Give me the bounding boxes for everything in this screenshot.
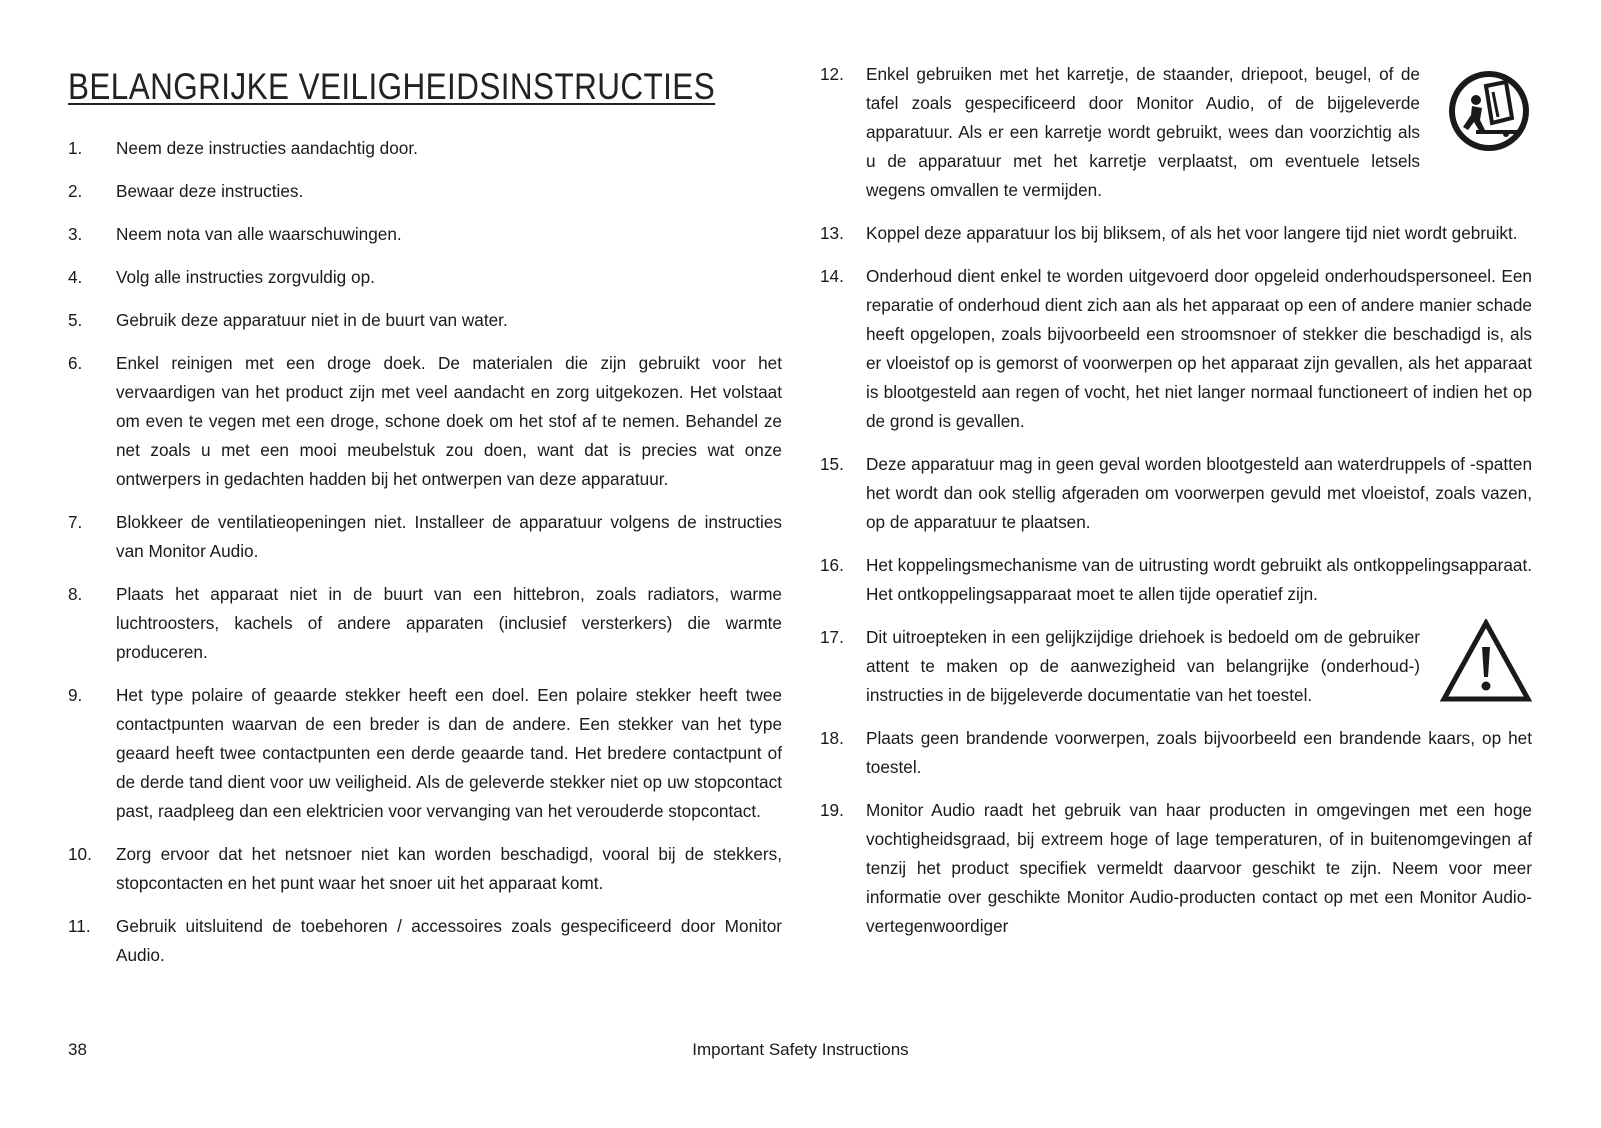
item-number: 3. [68, 224, 83, 244]
page-title: BELANGRIJKE VEILIGHEIDSINSTRUCTIES [68, 66, 716, 107]
item-text: Gebruik deze apparatuur niet in de buurt van water. [116, 310, 508, 330]
list-item [68, 220, 782, 249]
item-number: 6. [68, 353, 83, 373]
item-text: Het type polaire of geaarde stekker heeft een doel. Een polaire stekker heeft twee contactpunten waarvan de een breder is dan de andere. Een stekker van het type geaard heeft twee contactpunten een derde geaarde tand. Het bredere contactpunt of de derde tand dient voor uw veiligheid. Als de geleverde stekker niet op uw stopcontact past, raadpleeg dan een elektricien voor vervanging van het verouderde stopcontact. [116, 685, 782, 821]
item-text: Monitor Audio raadt het gebruik van haar producten in omgevingen met een hoge vochtigheidsgraad, bij extreem hoge of lage temperaturen, of in buitenomgevingen af tenzij het product specifiek vermeldt daarvoor geschikt te zijn. Neem voor meer informatie over geschikte Monitor Audio-producten contact op met een Monitor Audio-vertegenwoordiger [866, 800, 1532, 936]
item-number: 14. [820, 266, 844, 286]
list-item [68, 263, 782, 292]
item-text: Plaats het apparaat niet in de buurt van een hittebron, zoals radiators, warme luchtroosters, kachels of andere apparaten (inclusief versterkers) die warmte produceren. [116, 584, 782, 662]
instruction-list-right [820, 60, 1532, 941]
list-item [820, 450, 1532, 537]
list-item [68, 580, 782, 667]
item-text: Volg alle instructies zorgvuldig op. [116, 267, 375, 287]
item-text: Bewaar deze instructies. [116, 181, 304, 201]
item-number: 5. [68, 310, 83, 330]
item-number: 9. [68, 685, 83, 705]
item-text: Onderhoud dient enkel te worden uitgevoerd door opgeleid onderhoudspersoneel. Een reparatie of onderhoud dient zich aan als het apparaat op een of andere manier schade heeft opgelopen, zoals bijvoorbeeld een stroomsnoer of stekker die beschadigd is, als er vloeistof op is gemorst of voorwerpen op het apparaat zijn gevallen, als het apparaat is blootgesteld aan regen of vocht, het niet langer normaal functioneert of indien het op de grond is gevallen. [866, 266, 1532, 431]
list-item [820, 219, 1532, 248]
list-item [68, 912, 782, 970]
item-text: Koppel deze apparatuur los bij bliksem, of als het voor langere tijd niet wordt gebruikt. [866, 223, 1518, 243]
item-number: 7. [68, 512, 83, 532]
item-number: 11. [68, 916, 91, 936]
item-number: 17. [820, 627, 844, 647]
list-item [68, 306, 782, 335]
list-item [68, 349, 782, 494]
list-item [68, 134, 782, 163]
item-number: 15. [820, 454, 844, 474]
list-item [68, 177, 782, 206]
list-item [820, 551, 1532, 609]
item-number: 19. [820, 800, 844, 820]
item-text: Het koppelingsmechanisme van de uitrusting wordt gebruikt als ontkoppelingsapparaat. Het ontkoppelingsapparaat moet te allen tijde operatief zijn. [866, 555, 1532, 604]
list-item [820, 796, 1532, 941]
item-text: Neem nota van alle waarschuwingen. [116, 224, 402, 244]
item-number: 13. [820, 223, 844, 243]
exclamation-triangle-icon [1440, 619, 1532, 712]
instruction-list-left [68, 134, 782, 970]
item-text: Neem deze instructies aandachtig door. [116, 138, 418, 158]
item-number: 18. [820, 728, 844, 748]
list-item [820, 623, 1532, 710]
item-text: Blokkeer de ventilatieopeningen niet. Installeer de apparatuur volgens de instructies van Monitor Audio. [116, 512, 782, 561]
item-text: Plaats geen brandende voorwerpen, zoals bijvoorbeeld een brandende kaars, op het toestel. [866, 728, 1532, 777]
list-item [68, 508, 782, 566]
list-item [820, 724, 1532, 782]
cart-tip-over-warning-icon [1446, 68, 1532, 163]
right-column [820, 60, 1532, 955]
item-number: 2. [68, 181, 83, 201]
item-text: Dit uitroepteken in een gelijkzijdige driehoek is bedoeld om de gebruiker attent te maken op de aanwezigheid van belangrijke (onderhoud-) instructies in de bijgeleverde documentatie van het toestel. [866, 627, 1420, 705]
list-item [68, 840, 782, 898]
list-item [820, 262, 1532, 436]
list-item [68, 681, 782, 826]
item-text: Zorg ervoor dat het netsnoer niet kan worden beschadigd, vooral bij de stekkers, stopcontacten en het punt waar het snoer uit het apparaat komt. [116, 844, 782, 893]
item-text: Gebruik uitsluitend de toebehoren / accessoires zoals gespecificeerd door Monitor Audio. [116, 916, 782, 965]
page-number: 38 [68, 1040, 87, 1059]
left-column [68, 60, 782, 984]
item-number: 12. [820, 64, 844, 84]
item-text: Enkel gebruiken met het karretje, de staander, driepoot, beugel, of de tafel zoals gespecificeerd door Monitor Audio, of de bijgeleverde apparatuur. Als er een karretje wordt gebruikt, wees dan voorzichtig als u de apparatuur met het karretje verplaatst, om eventuele letsels wegens omvallen te vermijden. [866, 64, 1420, 200]
item-number: 8. [68, 584, 83, 604]
item-number: 10. [68, 844, 92, 864]
item-number: 1. [68, 138, 83, 158]
list-item [820, 60, 1532, 205]
item-number: 4. [68, 267, 83, 287]
item-text: Enkel reinigen met een droge doek. De materialen die zijn gebruikt voor het vervaardigen van het product zijn met veel aandacht en zorg uitgekozen. Het volstaat om even te vegen met een droge, schone doek om het stof af te nemen. Behandel ze net zoals u met een mooi meubelstuk zou doen, want dat is precies wat onze ontwerpers in gedachten hadden bij het ontwerpen van deze apparatuur. [116, 353, 782, 489]
item-text: Deze apparatuur mag in geen geval worden blootgesteld aan waterdruppels of -spatten het wordt dan ook stellig afgeraden om voorwerpen gevuld met vloeistof, zoals vazen, op de apparatuur te plaatsen. [866, 454, 1532, 532]
footer-section-title: Important Safety Instructions [692, 1040, 909, 1059]
item-number: 16. [820, 555, 844, 575]
